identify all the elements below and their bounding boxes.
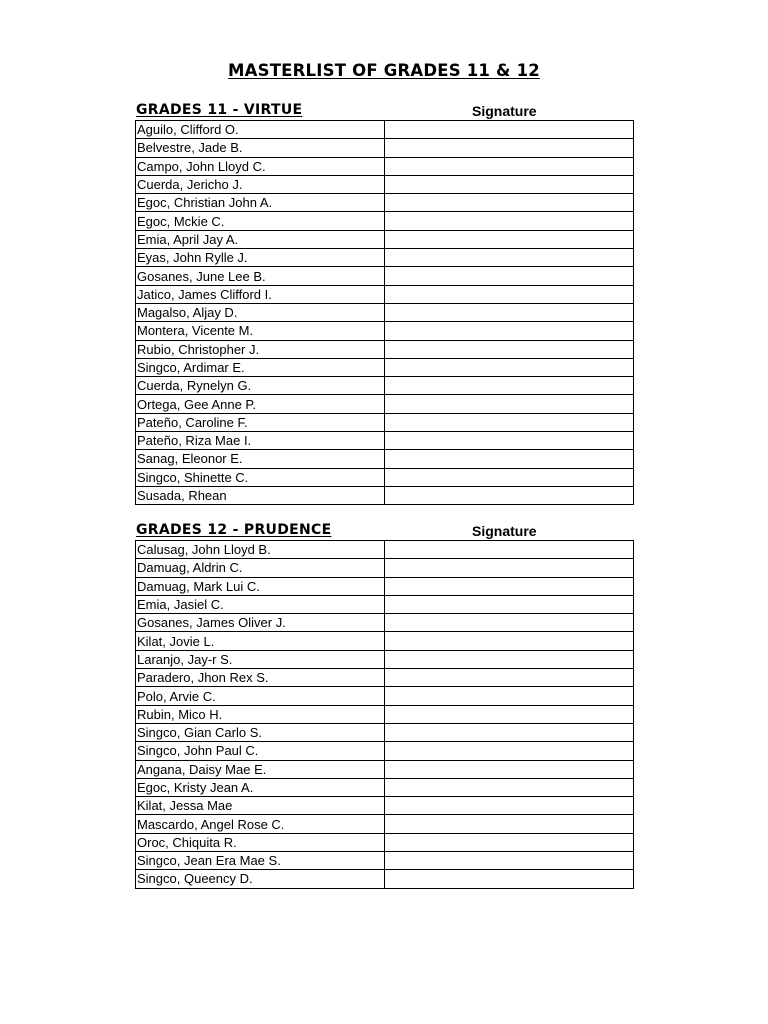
table-row xyxy=(136,815,634,833)
table-row xyxy=(136,486,634,504)
table-row xyxy=(136,121,634,139)
student-name-cell: Mascardo, Angel Rose C. xyxy=(136,815,385,833)
table-row xyxy=(136,358,634,376)
signature-cell xyxy=(385,760,634,778)
student-name-cell: Sanag, Eleonor E. xyxy=(136,450,385,468)
student-name-cell: Singco, Ardimar E. xyxy=(136,358,385,376)
signature-cell xyxy=(385,687,634,705)
section-header xyxy=(135,102,633,120)
student-name-cell: Paradero, Jhon Rex S. xyxy=(136,669,385,687)
student-name-cell: Gosanes, James Oliver J. xyxy=(136,614,385,632)
signature-cell xyxy=(385,285,634,303)
table-row xyxy=(136,432,634,450)
table-row xyxy=(136,632,634,650)
student-name-cell: Jatico, James Clifford I. xyxy=(136,285,385,303)
table-row xyxy=(136,322,634,340)
section-title: GRADES 12 - PRUDENCE xyxy=(136,522,332,538)
signature-cell xyxy=(385,249,634,267)
table-row xyxy=(136,797,634,815)
table-row xyxy=(136,723,634,741)
table-row xyxy=(136,212,634,230)
table-row xyxy=(136,870,634,888)
student-name-cell: Emia, Jasiel C. xyxy=(136,595,385,613)
table-row xyxy=(136,194,634,212)
signature-cell xyxy=(385,778,634,796)
student-name-cell: Damuag, Mark Lui C. xyxy=(136,577,385,595)
student-table xyxy=(135,540,634,889)
signature-cell xyxy=(385,194,634,212)
table-row xyxy=(136,541,634,559)
table-row xyxy=(136,742,634,760)
signature-cell xyxy=(385,705,634,723)
student-name-cell: Singco, John Paul C. xyxy=(136,742,385,760)
table-row xyxy=(136,833,634,851)
table-row xyxy=(136,595,634,613)
student-name-cell: Campo, John Lloyd C. xyxy=(136,157,385,175)
table-row xyxy=(136,760,634,778)
signature-cell xyxy=(385,267,634,285)
signature-cell xyxy=(385,340,634,358)
section-grade-11 xyxy=(135,102,633,505)
signature-cell xyxy=(385,230,634,248)
student-name-cell: Egoc, Mckie C. xyxy=(136,212,385,230)
table-row xyxy=(136,559,634,577)
table-row xyxy=(136,249,634,267)
section-title: GRADES 11 - VIRTUE xyxy=(136,102,303,118)
table-row xyxy=(136,778,634,796)
section-grade-12 xyxy=(135,522,633,889)
student-name-cell: Eyas, John Rylle J. xyxy=(136,249,385,267)
student-name-cell: Cuerda, Jericho J. xyxy=(136,175,385,193)
signature-cell xyxy=(385,852,634,870)
section-header xyxy=(135,522,633,540)
student-name-cell: Polo, Arvie C. xyxy=(136,687,385,705)
table-row xyxy=(136,650,634,668)
student-name-cell: Damuag, Aldrin C. xyxy=(136,559,385,577)
signature-cell xyxy=(385,632,634,650)
table-row xyxy=(136,687,634,705)
signature-cell xyxy=(385,157,634,175)
signature-cell xyxy=(385,377,634,395)
signature-cell xyxy=(385,395,634,413)
student-name-cell: Calusag, John Lloyd B. xyxy=(136,541,385,559)
table-row xyxy=(136,230,634,248)
table-row xyxy=(136,413,634,431)
student-name-cell: Susada, Rhean xyxy=(136,486,385,504)
signature-cell xyxy=(385,212,634,230)
student-name-cell: Kilat, Jessa Mae xyxy=(136,797,385,815)
table-row xyxy=(136,852,634,870)
student-name-cell: Laranjo, Jay-r S. xyxy=(136,650,385,668)
table-row xyxy=(136,139,634,157)
table-row xyxy=(136,468,634,486)
signature-cell xyxy=(385,797,634,815)
signature-cell xyxy=(385,742,634,760)
signature-cell xyxy=(385,614,634,632)
signature-cell xyxy=(385,723,634,741)
student-name-cell: Egoc, Christian John A. xyxy=(136,194,385,212)
page-title: MASTERLIST OF GRADES 11 & 12 xyxy=(228,61,540,80)
signature-cell xyxy=(385,815,634,833)
student-name-cell: Singco, Jean Era Mae S. xyxy=(136,852,385,870)
signature-cell xyxy=(385,303,634,321)
student-name-cell: Egoc, Kristy Jean A. xyxy=(136,778,385,796)
student-name-cell: Belvestre, Jade B. xyxy=(136,139,385,157)
signature-cell xyxy=(385,413,634,431)
table-row xyxy=(136,614,634,632)
signature-cell xyxy=(385,541,634,559)
signature-cell xyxy=(385,577,634,595)
student-name-cell: Angana, Daisy Mae E. xyxy=(136,760,385,778)
signature-cell xyxy=(385,432,634,450)
student-name-cell: Cuerda, Rynelyn G. xyxy=(136,377,385,395)
student-name-cell: Emia, April Jay A. xyxy=(136,230,385,248)
signature-cell xyxy=(385,833,634,851)
student-table xyxy=(135,120,634,505)
table-row xyxy=(136,340,634,358)
signature-column-header: Signature xyxy=(472,103,537,119)
signature-cell xyxy=(385,595,634,613)
student-name-cell: Magalso, Aljay D. xyxy=(136,303,385,321)
table-row xyxy=(136,377,634,395)
student-name-cell: Oroc, Chiquita R. xyxy=(136,833,385,851)
signature-cell xyxy=(385,559,634,577)
table-row xyxy=(136,395,634,413)
signature-cell xyxy=(385,870,634,888)
signature-cell xyxy=(385,175,634,193)
signature-cell xyxy=(385,322,634,340)
signature-cell xyxy=(385,450,634,468)
signature-cell xyxy=(385,486,634,504)
student-name-cell: Singco, Queency D. xyxy=(136,870,385,888)
signature-cell xyxy=(385,139,634,157)
table-row xyxy=(136,157,634,175)
student-name-cell: Aguilo, Clifford O. xyxy=(136,121,385,139)
student-name-cell: Rubio, Christopher J. xyxy=(136,340,385,358)
student-name-cell: Pateño, Caroline F. xyxy=(136,413,385,431)
signature-cell xyxy=(385,121,634,139)
student-name-cell: Singco, Gian Carlo S. xyxy=(136,723,385,741)
student-name-cell: Kilat, Jovie L. xyxy=(136,632,385,650)
table-row xyxy=(136,577,634,595)
student-name-cell: Gosanes, June Lee B. xyxy=(136,267,385,285)
student-name-cell: Pateño, Riza Mae I. xyxy=(136,432,385,450)
student-name-cell: Ortega, Gee Anne P. xyxy=(136,395,385,413)
signature-cell xyxy=(385,669,634,687)
table-row xyxy=(136,705,634,723)
signature-cell xyxy=(385,468,634,486)
table-row xyxy=(136,267,634,285)
table-row xyxy=(136,669,634,687)
student-name-cell: Singco, Shinette C. xyxy=(136,468,385,486)
table-row xyxy=(136,285,634,303)
signature-cell xyxy=(385,650,634,668)
student-name-cell: Montera, Vicente M. xyxy=(136,322,385,340)
signature-column-header: Signature xyxy=(472,523,537,539)
student-name-cell: Rubin, Mico H. xyxy=(136,705,385,723)
table-row xyxy=(136,450,634,468)
signature-cell xyxy=(385,358,634,376)
table-row xyxy=(136,175,634,193)
table-row xyxy=(136,303,634,321)
